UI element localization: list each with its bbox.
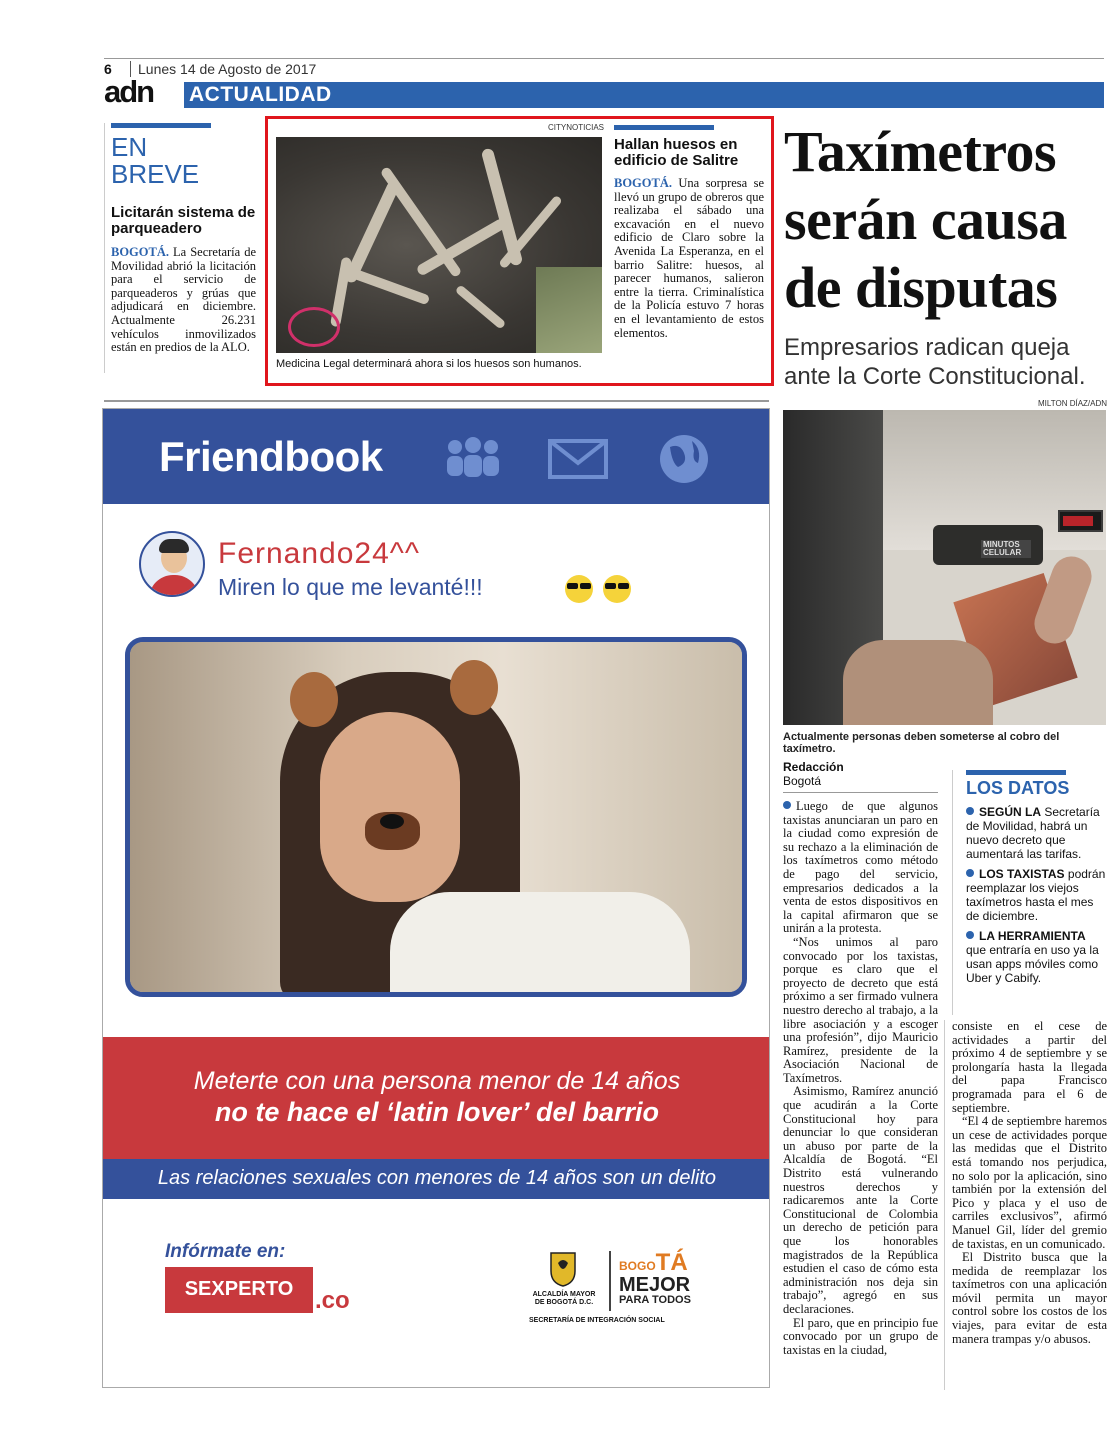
los-datos-box [966, 770, 1106, 985]
post-username: Fernando24^^ [218, 537, 420, 570]
main-headline: Taxímetros serán causa de disputas [784, 119, 1067, 320]
sexperto-logo: SEXPERTO [165, 1267, 313, 1313]
alcaldia-text: ALCALDÍA MAYOR DE BOGOTÁ D.C. [532, 1291, 596, 1306]
ad-brand: Friendbook [159, 433, 383, 480]
page-header [104, 58, 1104, 110]
main-subhead: Empresarios radican queja ante la Corte Constitucional. [784, 334, 1086, 390]
en-breve-column [111, 123, 256, 373]
slogan-line-2: no te hace el ‘latin lover’ del barrio [214, 1097, 660, 1127]
los-datos-item: LOS TAXISTAS podrán reemplazar los viejos taxímetros hasta el mes de diciembre. [966, 867, 1106, 923]
alcaldia-shield-icon [549, 1251, 577, 1292]
story-column-1: Luego de que algunos taxistas anunciaran un paro en la ciudad como expresión de su rechazo a la eliminación de los taxímetros como método de pago del servicio, empresarios dedicados a la venta de estos dispositivos en la capital afirmaron que se unirán a la protesta. “Nos unimos al paro convocado por los taxistas, porque es claro que el proyecto de decreto que está próximo a ser firmado vulnera nuestro derecho al trabajo, a la libre asociación y a escoger una profesión”, dijo Mauricio Ramírez, presidente de la Asociación Nacional de Taxímetros. Asimismo, Ramírez anunció que acudirán a la Corte Constitucional hoy para denunciar lo que consideran un abuso por parte de la Alcaldía de Bogotá. “El Distrito está vulnerando nuestros derechos y radicaremos ante la Corte Constitucional de Colombia un derecho de petición para que los honorables magistrados de la República estudien el caso de cómo esta administración nos deja sin trabajo”, agregó en sus declaraciones. El paro, que en principio fue convocado por un grupo de taxistas en la ciudad, [783, 799, 938, 1357]
bones-photo-credit: CITYNOTICIAS [548, 123, 605, 132]
taxi-photo [783, 410, 1106, 725]
taxi-photo-credit: MILTON DÍAZ/ADN [1038, 399, 1108, 408]
byline: Redacción Bogotá [783, 760, 943, 793]
los-datos-item: SEGÚN LA Secretaría de Movilidad, habrá un nuevo decreto que aumentará las tarifas. [966, 805, 1100, 861]
avatar [139, 531, 205, 597]
globe-icon [658, 433, 710, 490]
slogan-line-1: Meterte con una persona menor de 14 años [193, 1067, 681, 1095]
story-column-2: consiste en el cese de actividades a partir del próximo 4 de septiembre y se prolongaría hasta la llegada del papa Francisco programada para el 6 de septiembre. “El 4 de septiembre haremos un cese de actividades porque las medidas que el Distrito está tomando nos perjudica, no solo por la aplicación, sino también por la extensión del Pico y placa y el uso de carriles exclusivos”, afirmó Manuel Gil, líder del gremio de taxistas, en un comunicado. El Distrito busca que la medida de reemplazar los taxímetros con una aplicación móvil permita un mayor control sobre los costos de los viajes, para evitar de esta manera trampas y/o abusos. [952, 1019, 1107, 1346]
issue-date: Lunes 14 de Agosto de 2017 [138, 61, 317, 77]
bones-story-box [265, 116, 774, 386]
friendbook-ad [102, 408, 770, 1388]
bones-body: BOGOTÁ. Una sorpresa se llevó un grupo de obreros que realizaba el sábado una excavación en el nuevo edificio de Claro sobre la Avenida La Esperanza, en el barrio Salitre: huesos, al parecer humanos, salieron entre la tierra. Criminalística de la Policía estuvo 7 horas en el levantamiento de estos elementos. [614, 176, 765, 340]
los-datos-item: LA HERRAMIENTA que entraría en uso ya la usan apps móviles como Uber y Cabify. [966, 929, 1099, 985]
en-breve-body: BOGOTÁ. La Secretaría de Movilidad abrió la licitación para el servicio de parqueaderos y grúas que adjudicará en diciembre. Actualmente 26.231 vehículos inmovilizados están en predios de la ALO. [111, 245, 256, 355]
legal-band [103, 1159, 770, 1199]
friends-icon [443, 437, 503, 482]
bogota-mejor-logo: BOGOTÁ MEJOR PARA TODOS [619, 1249, 691, 1306]
mail-icon [548, 439, 608, 484]
sexperto-tld: .co [315, 1287, 350, 1314]
en-breve-label: EN BREVE [111, 132, 200, 189]
section-bar [184, 82, 1104, 108]
post-photo [125, 637, 747, 997]
sunglasses-emoji-icon [563, 573, 635, 610]
highlight-circle [288, 307, 340, 347]
page-number: 6 [104, 61, 112, 77]
en-breve-headline: Licitarán sistema de parqueadero [111, 204, 256, 237]
los-datos-title: LOS DATOS [966, 778, 1070, 798]
bones-headline: Hallan huesos en edificio de Salitre [614, 136, 739, 169]
secretaria-text: SECRETARÍA DE INTEGRACIÓN SOCIAL [529, 1317, 665, 1324]
slogan-band [103, 1037, 770, 1159]
legal-text: Las relaciones sexuales con menores de 14 años son un delito [157, 1167, 717, 1189]
ad-header-bar [103, 409, 770, 504]
post-text: Miren lo que me levanté!!! [218, 574, 483, 600]
section-title: ACTUALIDAD [189, 83, 332, 106]
info-label: Infórmate en: [165, 1241, 286, 1262]
adn-logo: adn [104, 74, 154, 109]
taxi-photo-caption: Actualmente personas deben someterse al cobro del taxímetro. [783, 731, 1060, 755]
bones-photo [276, 137, 602, 353]
taxi-sign: MINUTOS CELULAR [981, 540, 1031, 558]
bones-photo-caption: Medicina Legal determinará ahora si los huesos son humanos. [276, 358, 582, 370]
